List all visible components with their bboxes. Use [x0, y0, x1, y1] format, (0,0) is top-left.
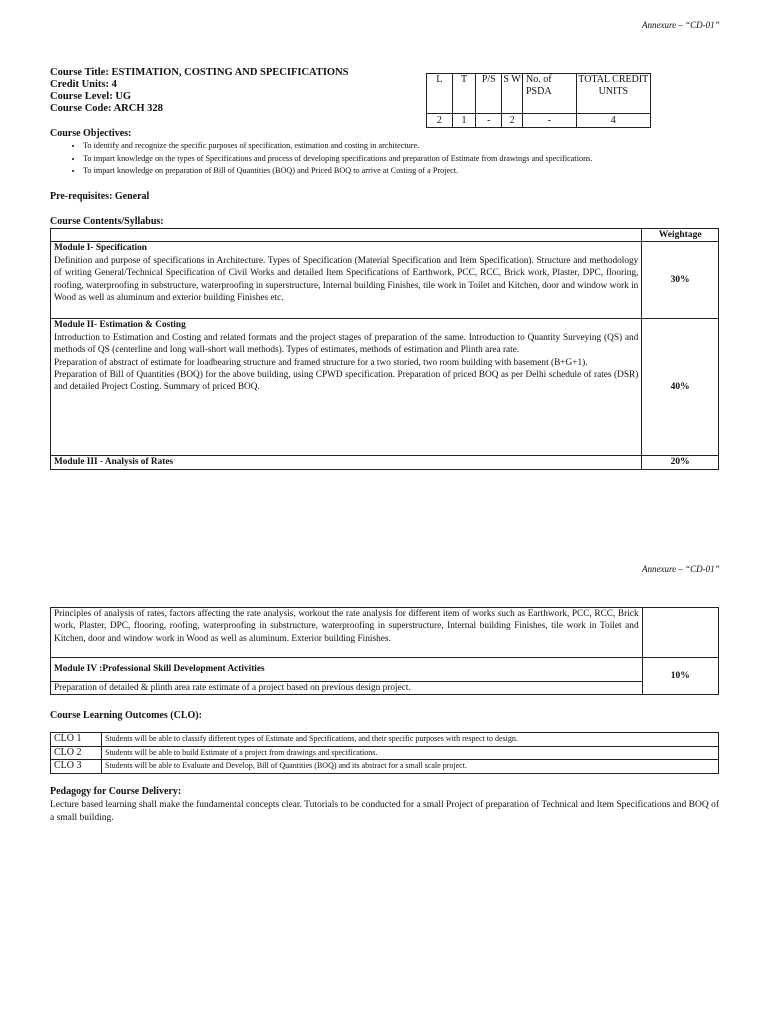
credit-header-total: TOTAL CREDIT UNITS [576, 74, 650, 114]
module-3-text: Principles of analysis of rates, factors affecting the rate analysis, workout the rate analysis for different item of works such as Earthwork, PCC, RCC, Brick work, Plaster, DPC, flooring, roofing, waterproofing in substructure, waterproofing in superstructure, Internal building Finishes, tile work in Toilet and Kitchen, door and window work in Wood as well as aluminum. Exterior building Finishes. [51, 608, 643, 658]
module-2-weightage: 40% [642, 319, 719, 456]
credit-table [426, 73, 651, 128]
module-4-text: Preparation of detailed & plinth area rate estimate of a project based on previous design project. [51, 682, 643, 695]
credit-header-l: L [427, 74, 453, 114]
clo-description: Students will be able to classify different types of Estimate and Specifications, and their specific purposes with respect to design. [102, 733, 719, 747]
module-2-cell [51, 319, 642, 456]
syllabus-table-continued [50, 607, 719, 695]
credit-header-t: T [452, 74, 476, 114]
credit-value-sw: 2 [502, 114, 523, 128]
clo-id: CLO 2 [51, 746, 102, 760]
module-1-cell [51, 242, 642, 319]
contents-title: Course Contents/Syllabus: [50, 216, 164, 227]
credit-value-t: 1 [452, 114, 476, 128]
clo-id: CLO 3 [51, 760, 102, 774]
credit-value-ps: - [476, 114, 502, 128]
objective-item: • To impart knowledge on preparation of Bill of Quantities (BOQ) and Priced BOQ to arrive at Costing of a Project. [83, 165, 768, 178]
credit-value-l: 2 [427, 114, 453, 128]
module-3-weightage: 20% [642, 456, 719, 469]
credit-units: Credit Units: 4 [50, 79, 117, 90]
credit-value-total: 4 [576, 114, 650, 128]
objective-item: • To identify and recognize the specific purposes of specification, estimation and costing in architecture. [83, 140, 768, 153]
module-2-text-2: Preparation of abstract of estimate for loadbearing structure and framed structure for a two storied, two room building with basement (B+G+1). [54, 357, 588, 368]
course-title: Course Title: ESTIMATION, COSTING AND SPECIFICATIONS [50, 67, 349, 78]
prerequisites: Pre-requisites: General [50, 191, 150, 202]
module-1-text: Definition and purpose of specifications in Architecture. Types of Specification (Material Specification and Item Specification). Structure and methodology of writing General/Technical Specification of Civil Works and detailed Item Specifications of Earthwork, PCC, RCC, Brick work, Plaster, DPC, flooring, roofing, waterproofing in substructure, waterproofing in superstructure, Internal building Finishes, tile work in Toilet and Kitchen, door and window work in Wood as well as aluminum and exterior building Finishes etc. [54, 255, 639, 304]
clo-description: Students will be able to build Estimate of a project from drawings and specifications. [102, 746, 719, 760]
syllabus-header-blank [51, 229, 642, 242]
module-4-weightage: 10% [642, 658, 718, 695]
annexure-label: Annexure – “CD-01” [642, 20, 720, 30]
weightage-header: Weightage [642, 229, 719, 242]
credit-value-psda: - [523, 114, 577, 128]
module-4-title: Module IV :Professional Skill Development Activities [51, 658, 643, 682]
module-2-title: Module II- Estimation & Costing [54, 320, 186, 331]
annexure-label-2: Annexure – “CD-01” [642, 564, 720, 574]
clo-description: Students will be able to Evaluate and Develop, Bill of Quantities (BOQ) and its abstract for a small scale project. [102, 760, 719, 774]
objectives-list [47, 140, 768, 178]
credit-header-ps: P/S [476, 74, 502, 114]
module-1-weightage: 30% [642, 242, 719, 319]
pedagogy-title: Pedagogy for Course Delivery: [50, 786, 182, 797]
objectives-title: Course Objectives: [50, 128, 132, 139]
module-1-title: Module I- Specification [54, 243, 147, 254]
module-3-title: Module III - Analysis of Rates [51, 456, 642, 469]
module-2-text-1: Introduction to Estimation and Costing and related formats and the project stages of preparation of the same. Introduction to Quantity Surveying (QS) and methods of QS (centerline and long wall-short wall methods). Types of estimates, methods of estimation and Plinth area rate. [54, 332, 639, 356]
module-3-weightage-blank [642, 608, 718, 658]
objective-item: • To impart knowledge on the types of Specifications and process of developing specifications and preparation of Estimate from drawings and specifications. [83, 153, 768, 166]
credit-header-sw: S W [502, 74, 523, 114]
course-header [50, 67, 349, 115]
course-level: Course Level: UG [50, 91, 132, 102]
syllabus-table [50, 228, 719, 470]
clo-id: CLO 1 [51, 733, 102, 747]
module-2-text-3: Preparation of Bill of Quantities (BOQ) for the above building, using CPWD specification. Preparation of priced BOQ as per Delhi schedule of rates (DSR) and detailed Project Costing. Summary of priced BOQ. [54, 370, 639, 393]
credit-header-psda: No. of PSDA [523, 74, 577, 114]
clo-table [50, 732, 719, 774]
clo-title: Course Learning Outcomes (CLO): [50, 710, 202, 721]
pedagogy-text: Lecture based learning shall make the fundamental concepts clear. Tutorials to be conducted for a small Project of preparation of Technical and Item Specifications and BOQ of a small building. [50, 800, 719, 823]
course-code: Course Code: ARCH 328 [50, 103, 163, 114]
